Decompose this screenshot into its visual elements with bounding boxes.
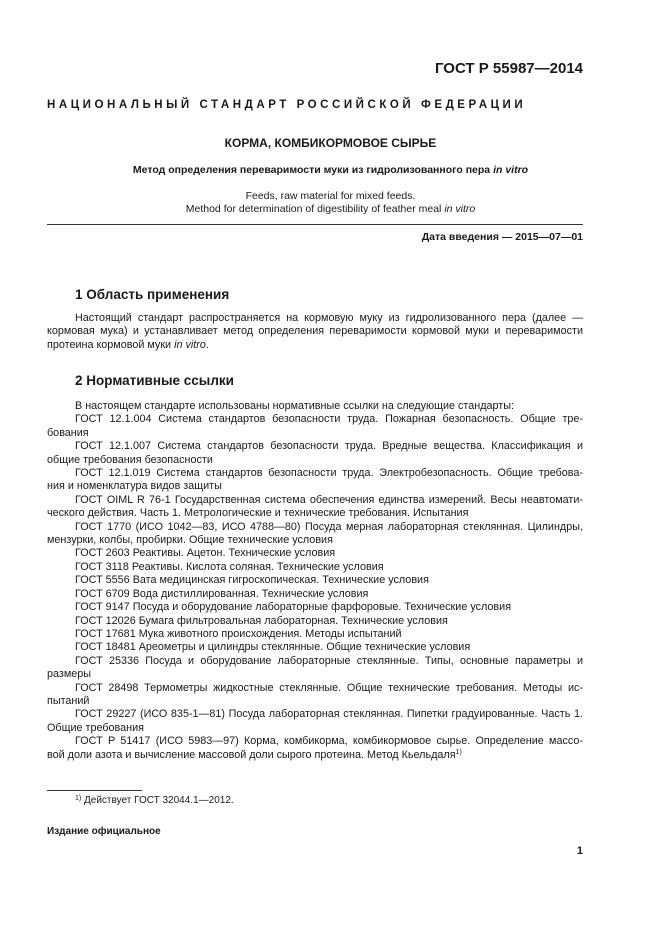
reference-line: мензурки, колбы, пробирки. Общие технические условия bbox=[47, 534, 333, 547]
footnote-marker: 1) bbox=[455, 748, 462, 756]
effective-date: Дата введения — 2015—07—01 bbox=[421, 231, 583, 243]
reference-line: ГОСТ OIML R 76-1 Государственная система обеспечения единства измерений. Весы неавтомати- bbox=[75, 493, 583, 506]
footnote-text: Действует ГОСТ 32044.1—2012. bbox=[84, 795, 234, 806]
section-2-heading: 2 Нормативные ссылки bbox=[75, 373, 234, 388]
english-title-line2 bbox=[0, 203, 661, 215]
reference-line: ГОСТ 12.1.019 Система стандартов безопасности труда. Электробезопасность. Общие требова- bbox=[75, 467, 583, 480]
reference-line: ГОСТ 5556 Вата медицинская гигроскопическая. Технические условия bbox=[75, 574, 429, 587]
reference-line: ния и номенклатура видов защиты bbox=[47, 480, 222, 493]
english-title-line1: Feeds, raw material for mixed feeds. bbox=[245, 190, 416, 202]
reference-line: ГОСТ Р 51417 (ИСО 5983—97) Корма, комбикорма, комбикормовое сырье. Определение массо- bbox=[75, 735, 583, 748]
national-standard-banner: НАЦИОНАЛЬНЫЙ СТАНДАРТ РОССИЙСКОЙ ФЕДЕРАЦИИ bbox=[47, 99, 527, 111]
reference-line: ГОСТ 2603 Реактивы. Ацетон. Технические условия bbox=[75, 547, 336, 560]
reference-line: ГОСТ 3118 Реактивы. Кислота соляная. Технические условия bbox=[75, 560, 384, 573]
section-1-body bbox=[47, 312, 583, 352]
reference-line: ГОСТ 17681 Мука животного происхождения. Методы испытаний bbox=[75, 627, 402, 640]
line-italic: in vitro bbox=[174, 338, 206, 351]
reference-line: ГОСТ 6709 Вода дистиллированная. Технические условия bbox=[75, 587, 369, 600]
section-1-heading: 1 Область применения bbox=[75, 287, 230, 302]
reference-line: ГОСТ 12.1.004 Система стандартов безопасности труда. Пожарная безопасность. Общие тре- bbox=[75, 413, 583, 426]
reference-line: пытаний bbox=[47, 694, 90, 707]
english-line2-text: Method for determination of digestibility of feather meal bbox=[185, 203, 442, 215]
edition-label: Издание официальное bbox=[47, 826, 161, 837]
reference-line: ГОСТ 9147 Посуда и оборудование лабораторные фарфоровые. Технические условия bbox=[75, 601, 512, 614]
reference-line: ГОСТ 12.1.007 Система стандартов безопасности труда. Вредные вещества. Классификация и bbox=[75, 440, 583, 453]
document-title: КОРМА, КОМБИКОРМОВОЕ СЫРЬЕ bbox=[224, 136, 437, 150]
reference-line: ГОСТ 18481 Ареометры и цилиндры стеклянные. Общие технические условия bbox=[75, 641, 471, 654]
reference-line: ГОСТ 28498 Термометры жидкостные стеклянные. Общие технические требования. Методы ис- bbox=[75, 681, 583, 694]
reference-line bbox=[47, 749, 583, 762]
reference-line: размеры bbox=[47, 668, 92, 681]
paragraph-line: Настоящий стандарт распространяется на кормовую муку из гидролизованного пера (далее — bbox=[75, 312, 583, 324]
footnote-divider bbox=[47, 790, 142, 791]
page-number: 1 bbox=[576, 845, 583, 857]
reference-line: общие требования безопасности bbox=[47, 453, 213, 466]
reference-line: ГОСТ 29227 (ИСО 835-1—81) Посуда лабораторная стеклянная. Пипетки градуированные. Часть 1. bbox=[75, 708, 583, 721]
reference-line: бования bbox=[47, 426, 89, 439]
paragraph-line: кормовая мука) и устанавливает метод определения переваримости кормовой муки и переваримости bbox=[47, 325, 583, 338]
header-divider bbox=[47, 224, 583, 225]
reference-line: Общие требования bbox=[47, 721, 144, 734]
paragraph-line bbox=[47, 339, 583, 352]
reference-line: ГОСТ 12026 Бумага фильтровальная лабораторная. Технические условия bbox=[75, 614, 448, 627]
reference-line: ГОСТ 1770 (ИСО 1042—83, ИСО 4788—80) Посуда мерная лабораторная стеклянная. Цилиндры, bbox=[75, 520, 583, 533]
line-text: протеина кормовой муки bbox=[47, 338, 172, 351]
reference-line: ческого действия. Часть 1. Метрологические и технические требования. Испытания bbox=[47, 507, 469, 520]
reference-line: ГОСТ 25336 Посуда и оборудование лабораторные стеклянные. Типы, основные параметры и bbox=[75, 654, 583, 667]
subtitle-italic: in vitro bbox=[493, 164, 529, 176]
paragraph-line: В настоящем стандарте использованы нормативные ссылки на следующие стандарты: bbox=[75, 400, 514, 412]
footnote bbox=[75, 795, 234, 806]
footnote-number: 1) bbox=[75, 795, 82, 802]
section-2-body bbox=[47, 400, 583, 762]
english-line2-italic: in vitro bbox=[444, 203, 476, 215]
document-subtitle bbox=[0, 164, 661, 176]
subtitle-text: Метод определения переваримости муки из гидролизованного пера bbox=[132, 164, 491, 176]
line-end: . bbox=[205, 338, 209, 351]
line-text: вой доли азота и вычисление массовой доли сырого протеина. Метод Кьельдаля bbox=[47, 748, 456, 761]
document-number: ГОСТ Р 55987—2014 bbox=[434, 60, 583, 77]
